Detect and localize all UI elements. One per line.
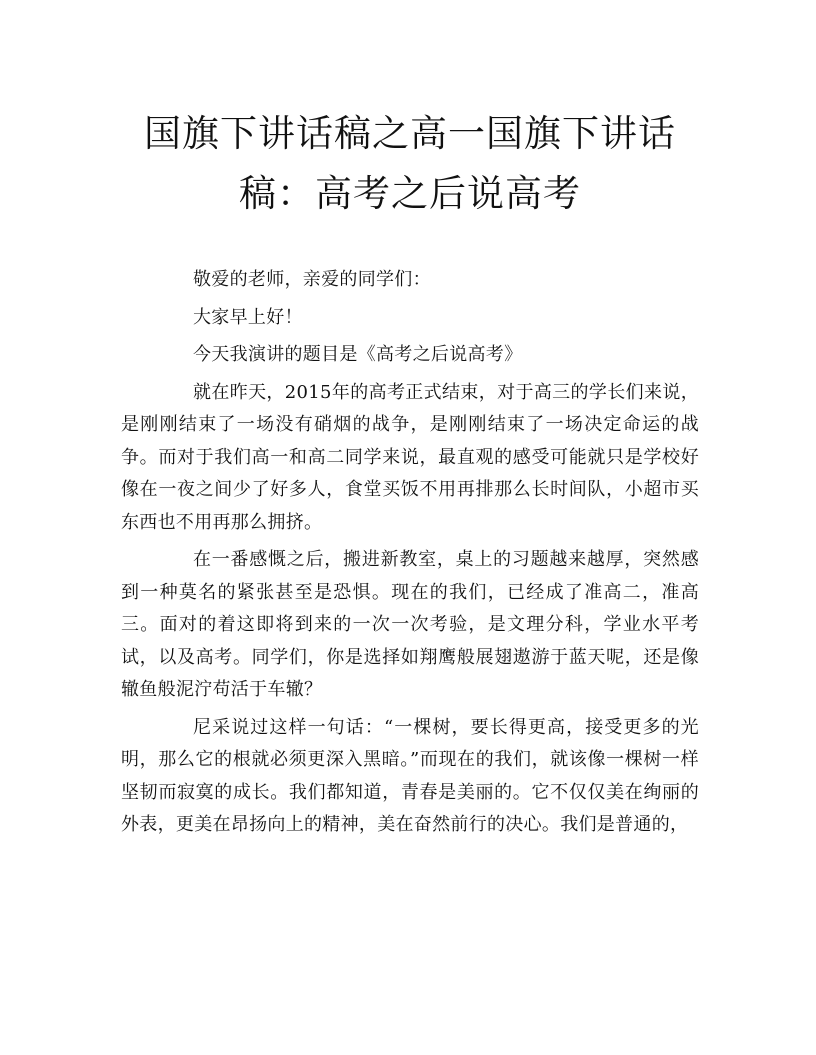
- paragraph-body-2: 在一番感慨之后，搬进新教室，桌上的习题越来越厚，突然感到一种莫名的紧张甚至是恐惧。现在的我们，已经成了准高二，准高三。面对的着这即将到来的一次一次考验，是文理分科，学业水平考试，以及高考。同学们，你是选择如翔鹰般展翅遨游于蓝天呢，还是像辙鱼般泥泞苟活于车辙？: [121, 549, 699, 700]
- paragraph-body-1: 就在昨天，2015年的高考正式结束，对于高三的学长们来说，是刚刚结束了一场没有硝烟的战争，是刚刚结束了一场决定命运的战争。而对于我们高一和高二同学来说，最直观的感受可能就只是学校好像在一夜之间少了好多人，食堂买饭不用再排那么长时间队，小超市买东西也不用再那么拥挤。: [121, 381, 699, 533]
- paragraph-greeting: 大家早上好！: [193, 306, 303, 328]
- document-body: [121, 264, 699, 842]
- document-title: 国旗下讲话稿之高一国旗下讲话稿：高考之后说高考: [144, 112, 676, 215]
- paragraph-topic: 今天我演讲的题目是《高考之后说高考》: [193, 344, 523, 365]
- paragraph-body-3: 尼采说过这样一句话：“一棵树，要长得更高，接受更多的光明，那么它的根就必须更深入黑暗。”而现在的我们，就该像一棵树一样坚韧而寂寞的成长。我们都知道，青春是美丽的。它不仅仅美在绚丽的外表，更美在昂扬向上的精神，美在奋然前行的决心。我们是普通的，: [121, 716, 699, 835]
- paragraph-salutation: 敬爱的老师，亲爱的同学们：: [193, 269, 431, 290]
